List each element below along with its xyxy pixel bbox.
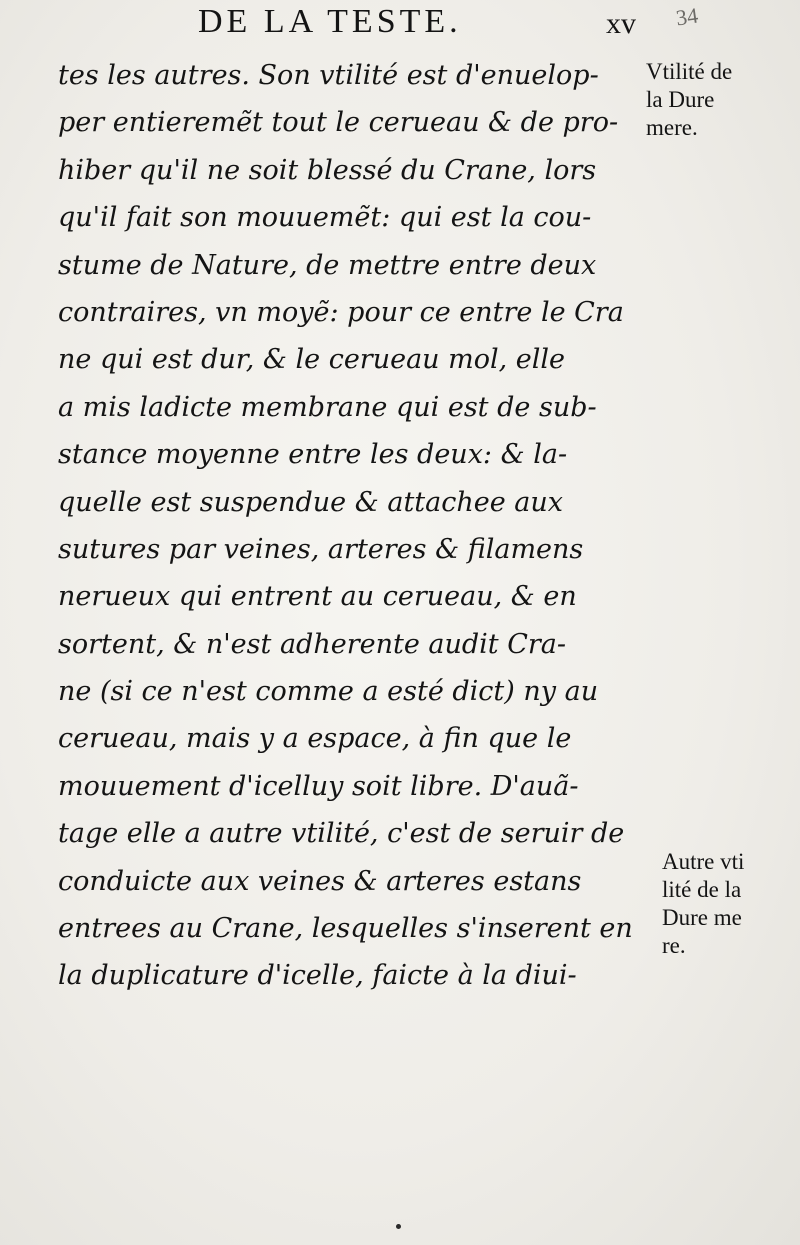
body-line: conduicte aux veines & arteres estans bbox=[58, 865, 582, 897]
margin-note-autre-utilite bbox=[662, 848, 800, 960]
running-head bbox=[0, 0, 800, 52]
body-line: la duplicature d'icelle, faicte à la diui- bbox=[58, 960, 577, 992]
body-line: stance moyenne entre les deux: & la- bbox=[58, 439, 568, 471]
body-line: tage elle a autre vtilité, c'est de seruir de bbox=[58, 818, 625, 850]
margin-note-line: Autre vti bbox=[662, 849, 745, 874]
running-head-title: DE LA TESTE. bbox=[198, 3, 462, 40]
body-line: per entieremẽt tout le cerueau & de pro- bbox=[58, 107, 619, 139]
body-line: nerueux qui entrent au cerueau, & en bbox=[58, 581, 577, 613]
margin-note-line: Dure me bbox=[662, 905, 742, 930]
body-line: cerueau, mais y a espace, à fin que le bbox=[58, 723, 572, 755]
margin-note-line: mere. bbox=[646, 115, 698, 140]
body-line: hiber qu'il ne soit blessé du Crane, lors bbox=[58, 154, 597, 186]
body-line: mouuement d'icelluy soit libre. D'auã- bbox=[58, 770, 579, 802]
margin-note-line: lité de la bbox=[662, 877, 742, 902]
ink-dot bbox=[396, 1224, 401, 1229]
margin-note-line: re. bbox=[662, 933, 686, 958]
body-line: sortent, & n'est adherente audit Cra- bbox=[58, 628, 567, 660]
body-line: stume de Nature, de mettre entre deux bbox=[58, 249, 597, 281]
body-line: sutures par veines, arteres & filamens bbox=[58, 533, 584, 565]
folio-number: xv bbox=[606, 7, 636, 40]
body-line: ne (si ce n'est comme a esté dict) ny au bbox=[58, 676, 599, 708]
body-line: tes les autres. Son vtilité est d'enuelop- bbox=[58, 60, 599, 91]
body-line: contraires, vn moyẽ: pour ce entre le Cra bbox=[58, 296, 624, 328]
folio-handwritten-mark: 34 bbox=[674, 2, 700, 31]
body-line: ne qui est dur, & le cerueau mol, elle bbox=[58, 344, 566, 376]
margin-note-utilite-dure-mere bbox=[646, 58, 786, 142]
margin-note-line: Vtilité de bbox=[646, 59, 733, 84]
body-text bbox=[58, 52, 656, 1000]
body-line: qu'il fait son mouuemẽt: qui est la cou- bbox=[58, 202, 592, 234]
body-line: quelle est suspendue & attachee aux bbox=[58, 486, 564, 518]
margin-note-line: la Dure bbox=[646, 87, 715, 112]
body-line: a mis ladicte membrane qui est de sub- bbox=[58, 391, 597, 423]
body-line: entrees au Crane, lesquelles s'inserent en bbox=[58, 913, 633, 945]
